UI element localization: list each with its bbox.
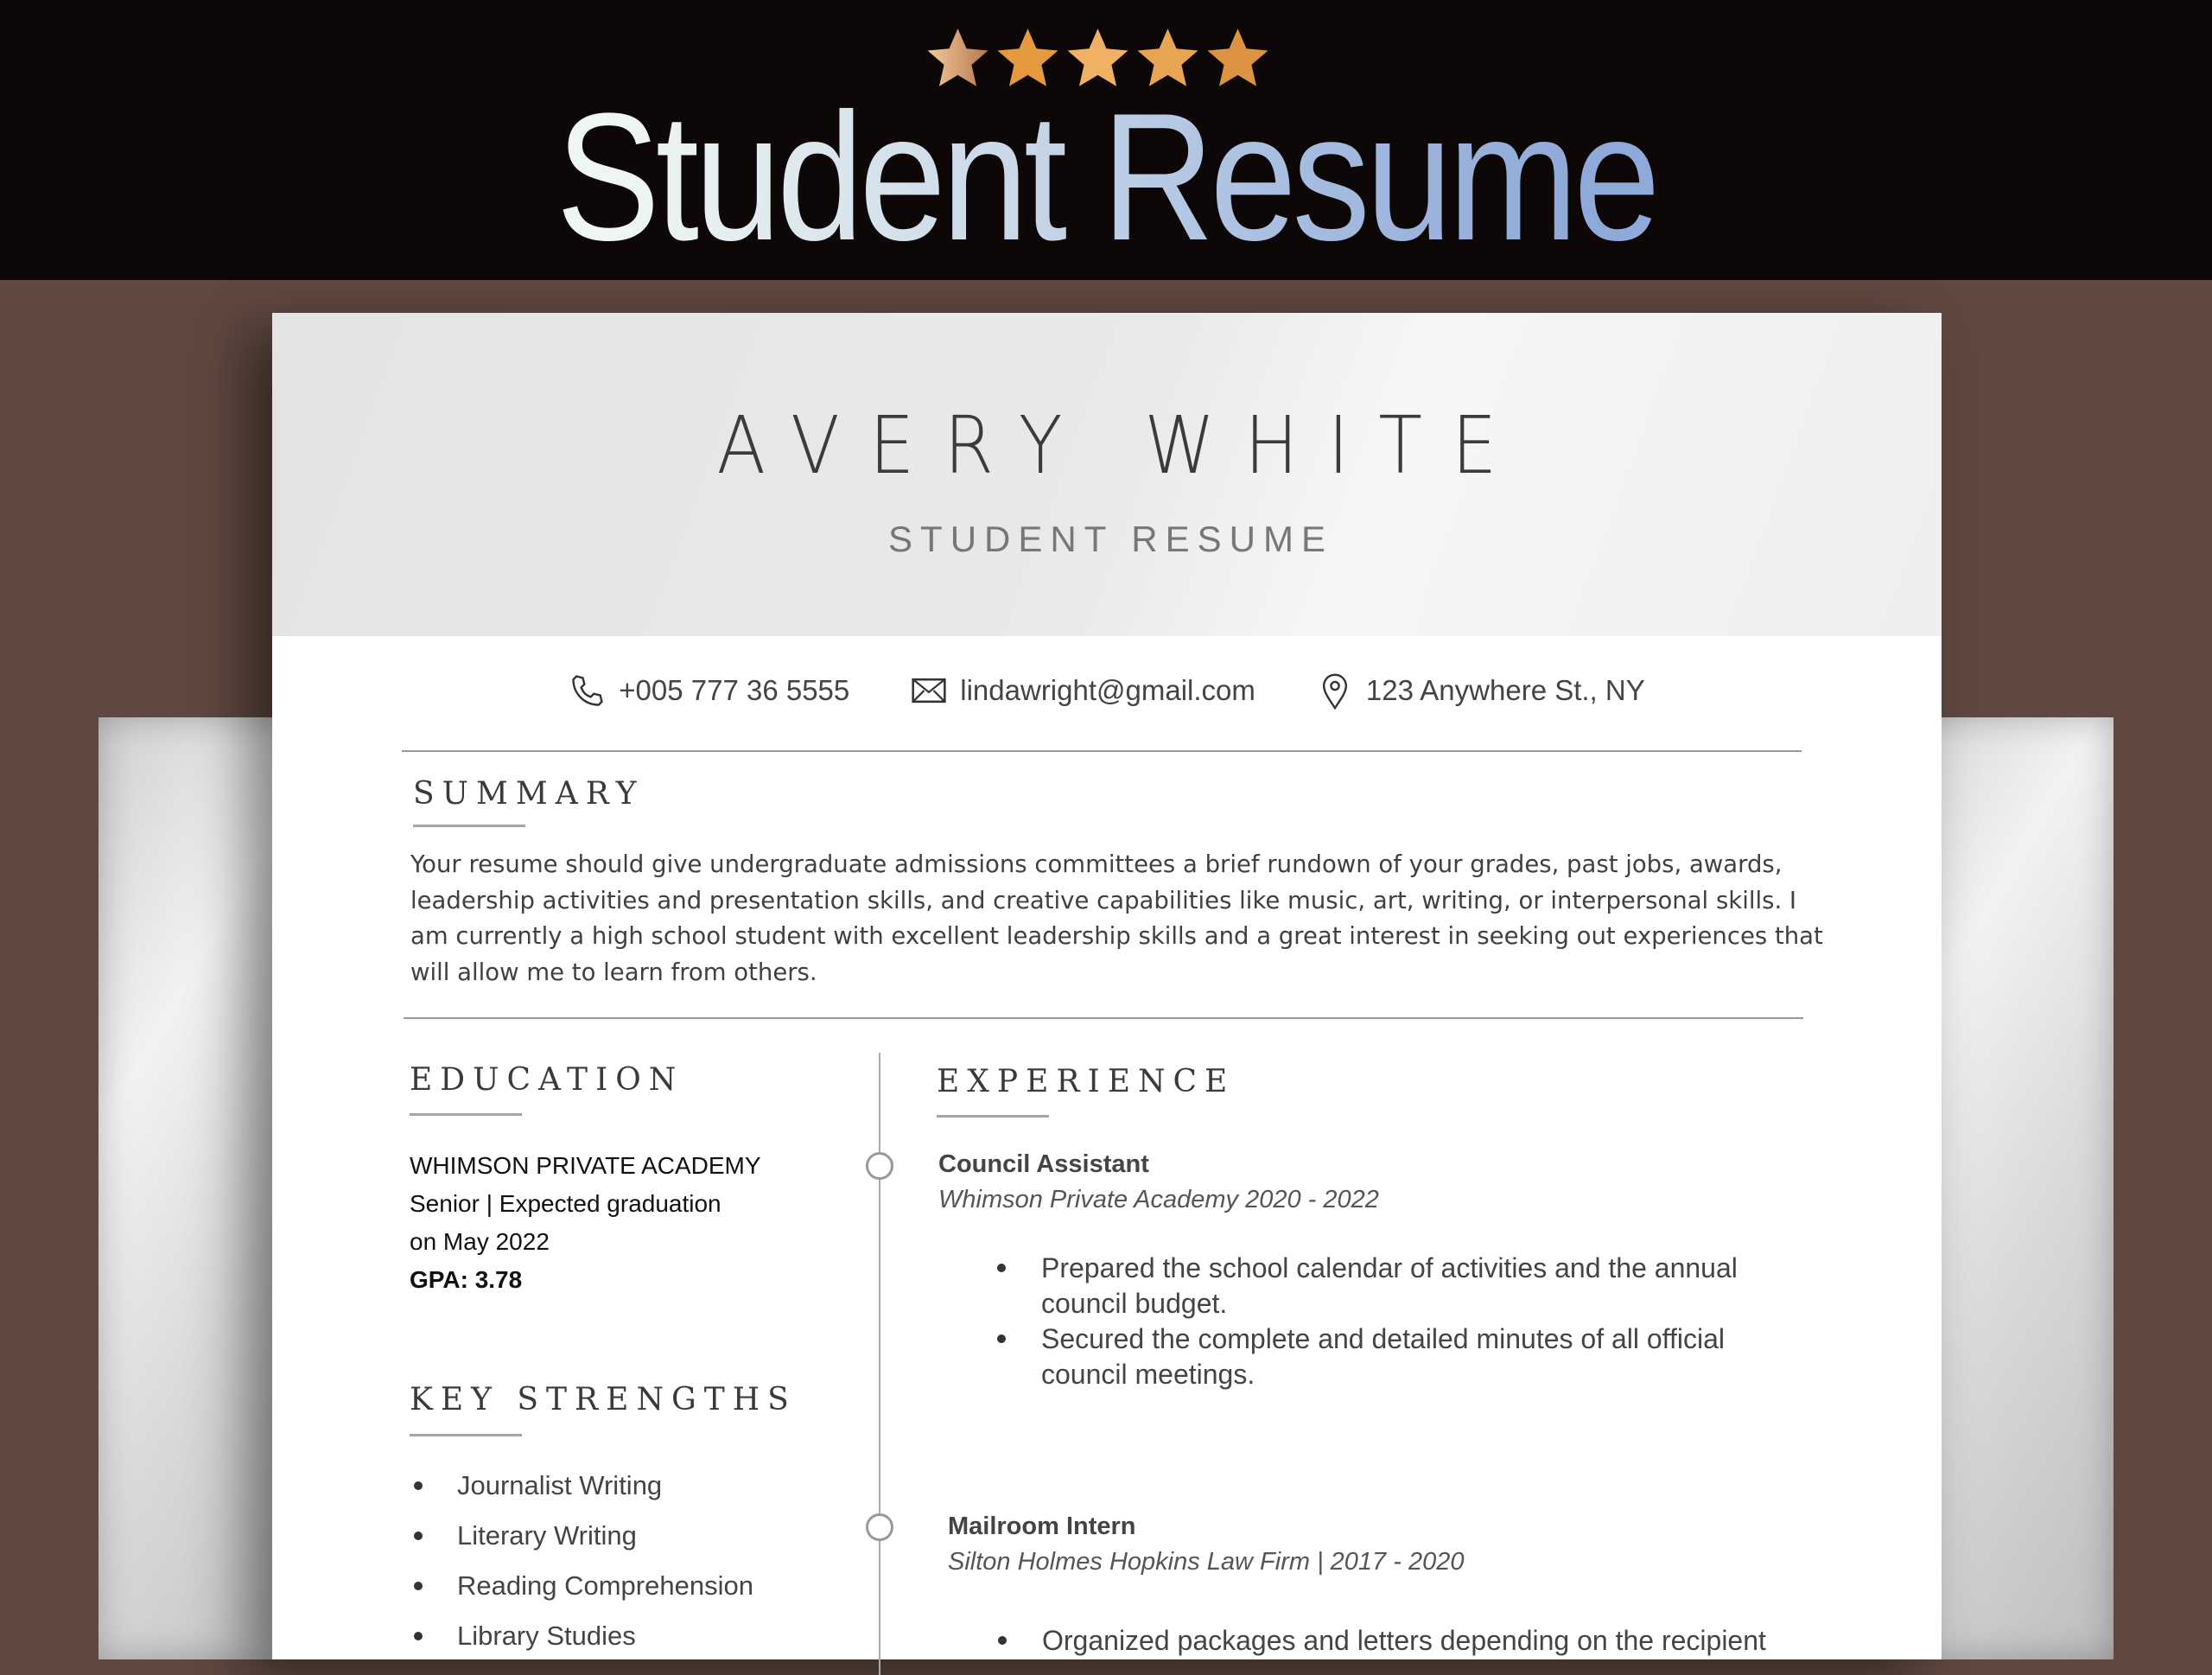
school-name: WHIMSON PRIVATE ACADEMY — [410, 1152, 761, 1179]
job-bullets — [998, 1623, 1862, 1659]
bullet-icon — [997, 1334, 1006, 1343]
list-item — [414, 1511, 753, 1561]
banner — [0, 0, 2212, 280]
job-entry — [938, 1150, 1758, 1392]
summary-text: Your resume should give undergraduate admissions committees a brief rundown of your grades, past jobs, awards, leadership activities and presentation skills, and creative capabilities like music, art, writing, or interpersonal skills. I am currently a high school student with excellent leadership skills and a great interest in seeking out experiences that will allow me to learn from others. — [410, 850, 1823, 986]
heading-underline — [937, 1115, 1049, 1118]
mail-icon — [910, 672, 948, 710]
timeline-node-icon — [866, 1152, 893, 1180]
bullet-text: Secured the complete and detailed minutes of all official council meetings. — [1041, 1323, 1725, 1390]
job-title: Council Assistant — [938, 1150, 1149, 1178]
education-details — [410, 1147, 761, 1299]
resume-subtitle: STUDENT RESUME — [888, 519, 1333, 559]
list-item — [414, 1561, 753, 1611]
contact-email — [910, 672, 1255, 710]
timeline-line — [879, 1053, 880, 1675]
strengths-heading: KEY STRENGTHS — [410, 1382, 797, 1417]
list-item — [997, 1251, 1758, 1322]
bullet-text: Prepared the school calendar of activities and the annual council budget. — [1041, 1252, 1738, 1319]
email-text: lindawright@gmail.com — [960, 674, 1255, 706]
resume-name: AVERY WHITE — [716, 399, 1527, 492]
experience-heading: EXPERIENCE — [937, 1064, 1236, 1099]
job-bullets — [997, 1251, 1758, 1392]
bullet-icon — [998, 1636, 1007, 1645]
strengths-list — [414, 1461, 753, 1661]
contact-row — [272, 672, 1942, 710]
bullet-icon — [414, 1632, 423, 1640]
bullet-icon — [414, 1481, 423, 1490]
timeline-node-icon — [866, 1513, 893, 1541]
bullet-icon — [997, 1264, 1006, 1272]
strength-label: Literary Writing — [457, 1520, 637, 1551]
bullet-icon — [414, 1532, 423, 1540]
divider — [402, 750, 1802, 752]
location-pin-icon — [1316, 672, 1354, 710]
contact-address — [1316, 672, 1645, 710]
list-item — [414, 1611, 753, 1661]
job-entry — [948, 1513, 1862, 1659]
education-detail: on May 2022 — [410, 1228, 550, 1255]
contact-phone — [569, 672, 849, 710]
banner-title: Student Resume — [155, 82, 2057, 272]
bullet-text: Organized packages and letters depending on the recipient — [1042, 1625, 1766, 1656]
heading-underline — [410, 1434, 522, 1436]
resume-header — [272, 313, 1942, 636]
job-company: Silton Holmes Hopkins Law Firm | 2017 - 2020 — [948, 1548, 1465, 1576]
resume-page — [272, 313, 1942, 1659]
strength-label: Reading Comprehension — [457, 1570, 753, 1601]
education-heading: EDUCATION — [410, 1062, 684, 1098]
heading-underline — [413, 825, 525, 827]
heading-underline — [410, 1113, 522, 1116]
bullet-icon — [414, 1582, 423, 1590]
address-text: 123 Anywhere St., NY — [1365, 674, 1645, 706]
divider — [404, 1017, 1803, 1019]
list-item — [414, 1461, 753, 1511]
phone-icon — [569, 672, 607, 710]
phone-text: +005 777 36 5555 — [619, 674, 850, 706]
job-title: Mailroom Intern — [948, 1513, 1136, 1540]
gpa: GPA: 3.78 — [410, 1266, 523, 1293]
list-item — [997, 1322, 1758, 1392]
summary-heading: SUMMARY — [413, 776, 645, 812]
strength-label: Library Studies — [457, 1621, 636, 1651]
education-detail: Senior | Expected graduation — [410, 1190, 721, 1217]
job-company: Whimson Private Academy 2020 - 2022 — [938, 1186, 1379, 1213]
strength-label: Journalist Writing — [457, 1470, 663, 1500]
list-item — [998, 1623, 1862, 1659]
